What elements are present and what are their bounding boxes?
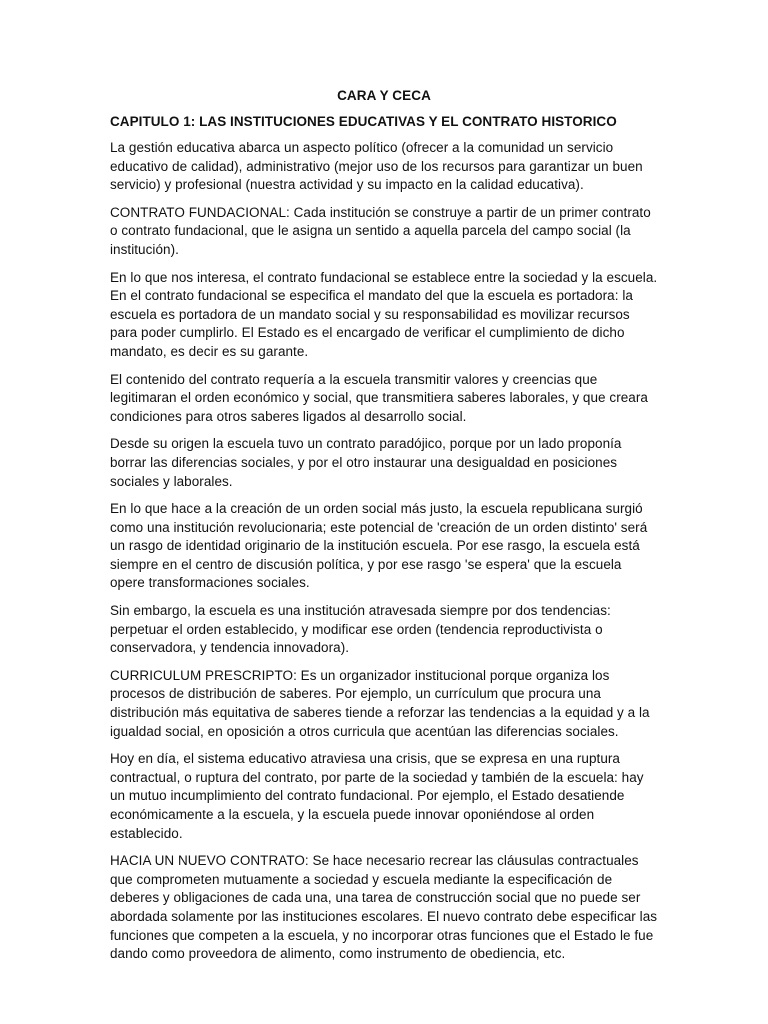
paragraph-dos-tendencias: Sin embargo, la escuela es una institución atravesada siempre por dos tendencias: perpetuar el orden establecido, y modificar ese orden (tendencia reproductivista o conservadora, y tendencia innovadora). bbox=[110, 603, 611, 656]
document-title: CARA Y CECA bbox=[337, 88, 431, 103]
paragraph-contenido-contrato: El contenido del contrato requería a la escuela transmitir valores y creencias que legitimaran el orden económico y social, que transmitiera saberes laborales, y que creara condiciones para otros saberes ligados al desarrollo social. bbox=[110, 371, 648, 424]
paragraph-nuevo-contrato: HACIA UN NUEVO CONTRATO: Se hace necesario recrear las cláusulas contractuales que comprometen mutuamente a sociedad y escuela mediante la especificación de deberes y obligaciones de cada una, una tarea de construcción social que no puede ser abordada solamente por las instituciones escolares. El nuevo contrato debe especificar las funciones que competen a la escuela, y no incorporar otras funciones que el Estado le fue dando como proveedora de alimento, como instrumento de obediencia, etc. bbox=[110, 853, 658, 962]
document-page bbox=[110, 86, 658, 973]
paragraph-sociedad-escuela: En lo que nos interesa, el contrato fundacional se establece entre la sociedad y la escuela. En el contrato fundacional se especifica el mandato del que la escuela es portadora: la escuela es portadora de un mandato social y su responsabilidad es movilizar recursos para poder cumplirlo. El Estado es el encargado de verificar el cumplimiento de dicho mandato, es decir es su garante. bbox=[110, 269, 658, 359]
paragraph-gestion-educativa: La gestión educativa abarca un aspecto político (ofrecer a la comunidad un servicio educativo de calidad), administrativo (mejor uso de los recursos para garantizar un buen servicio) y profesional (nuestra actividad y su impacto en la calidad educativa). bbox=[110, 140, 643, 193]
paragraph-curriculum-prescripto: CURRICULUM PRESCRIPTO: Es un organizador institucional porque organiza los procesos de distribución de saberes. Por ejemplo, un currículum que procura una distribución más equitativa de saberes tiende a reforzar las tendencias a la equidad y a la igualdad social, en oposición a otros curricula que acentúan las diferencias sociales. bbox=[110, 667, 650, 739]
paragraph-contrato-fundacional: CONTRATO FUNDACIONAL: Cada institución se construye a partir de un primer contrato o contrato fundacional, que le asigna un sentido a aquella parcela del campo social (la institución). bbox=[110, 204, 651, 257]
chapter-heading: CAPITULO 1: LAS INSTITUCIONES EDUCATIVAS Y EL CONTRATO HISTORICO bbox=[110, 114, 617, 129]
paragraph-escuela-republicana: En lo que hace a la creación de un orden social más justo, la escuela republicana surgió como una institución revolucionaria; este potencial de 'creación de un orden distinto' será un rasgo de identidad originario de la institución escuela. Por ese rasgo, la escuela está siempre en el centro de discusión política, y por ese rasgo 'se espera' que la escuela opere transformaciones sociales. bbox=[110, 501, 648, 591]
paragraph-contrato-paradojico: Desde su origen la escuela tuvo un contrato paradójico, porque por un lado proponía borrar las diferencias sociales, y por el otro instaurar una desigualdad en posiciones sociales y laborales. bbox=[110, 436, 622, 489]
paragraph-crisis-educativa: Hoy en día, el sistema educativo atraviesa una crisis, que se expresa en una ruptura contractual, o ruptura del contrato, por parte de la sociedad y también de la escuela: hay un mutuo incumplimiento del contrato fundacional. Por ejemplo, el Estado desatiende económicamente a la escuela, y la escuela puede innovar oponiéndose al orden establecido. bbox=[110, 751, 644, 841]
